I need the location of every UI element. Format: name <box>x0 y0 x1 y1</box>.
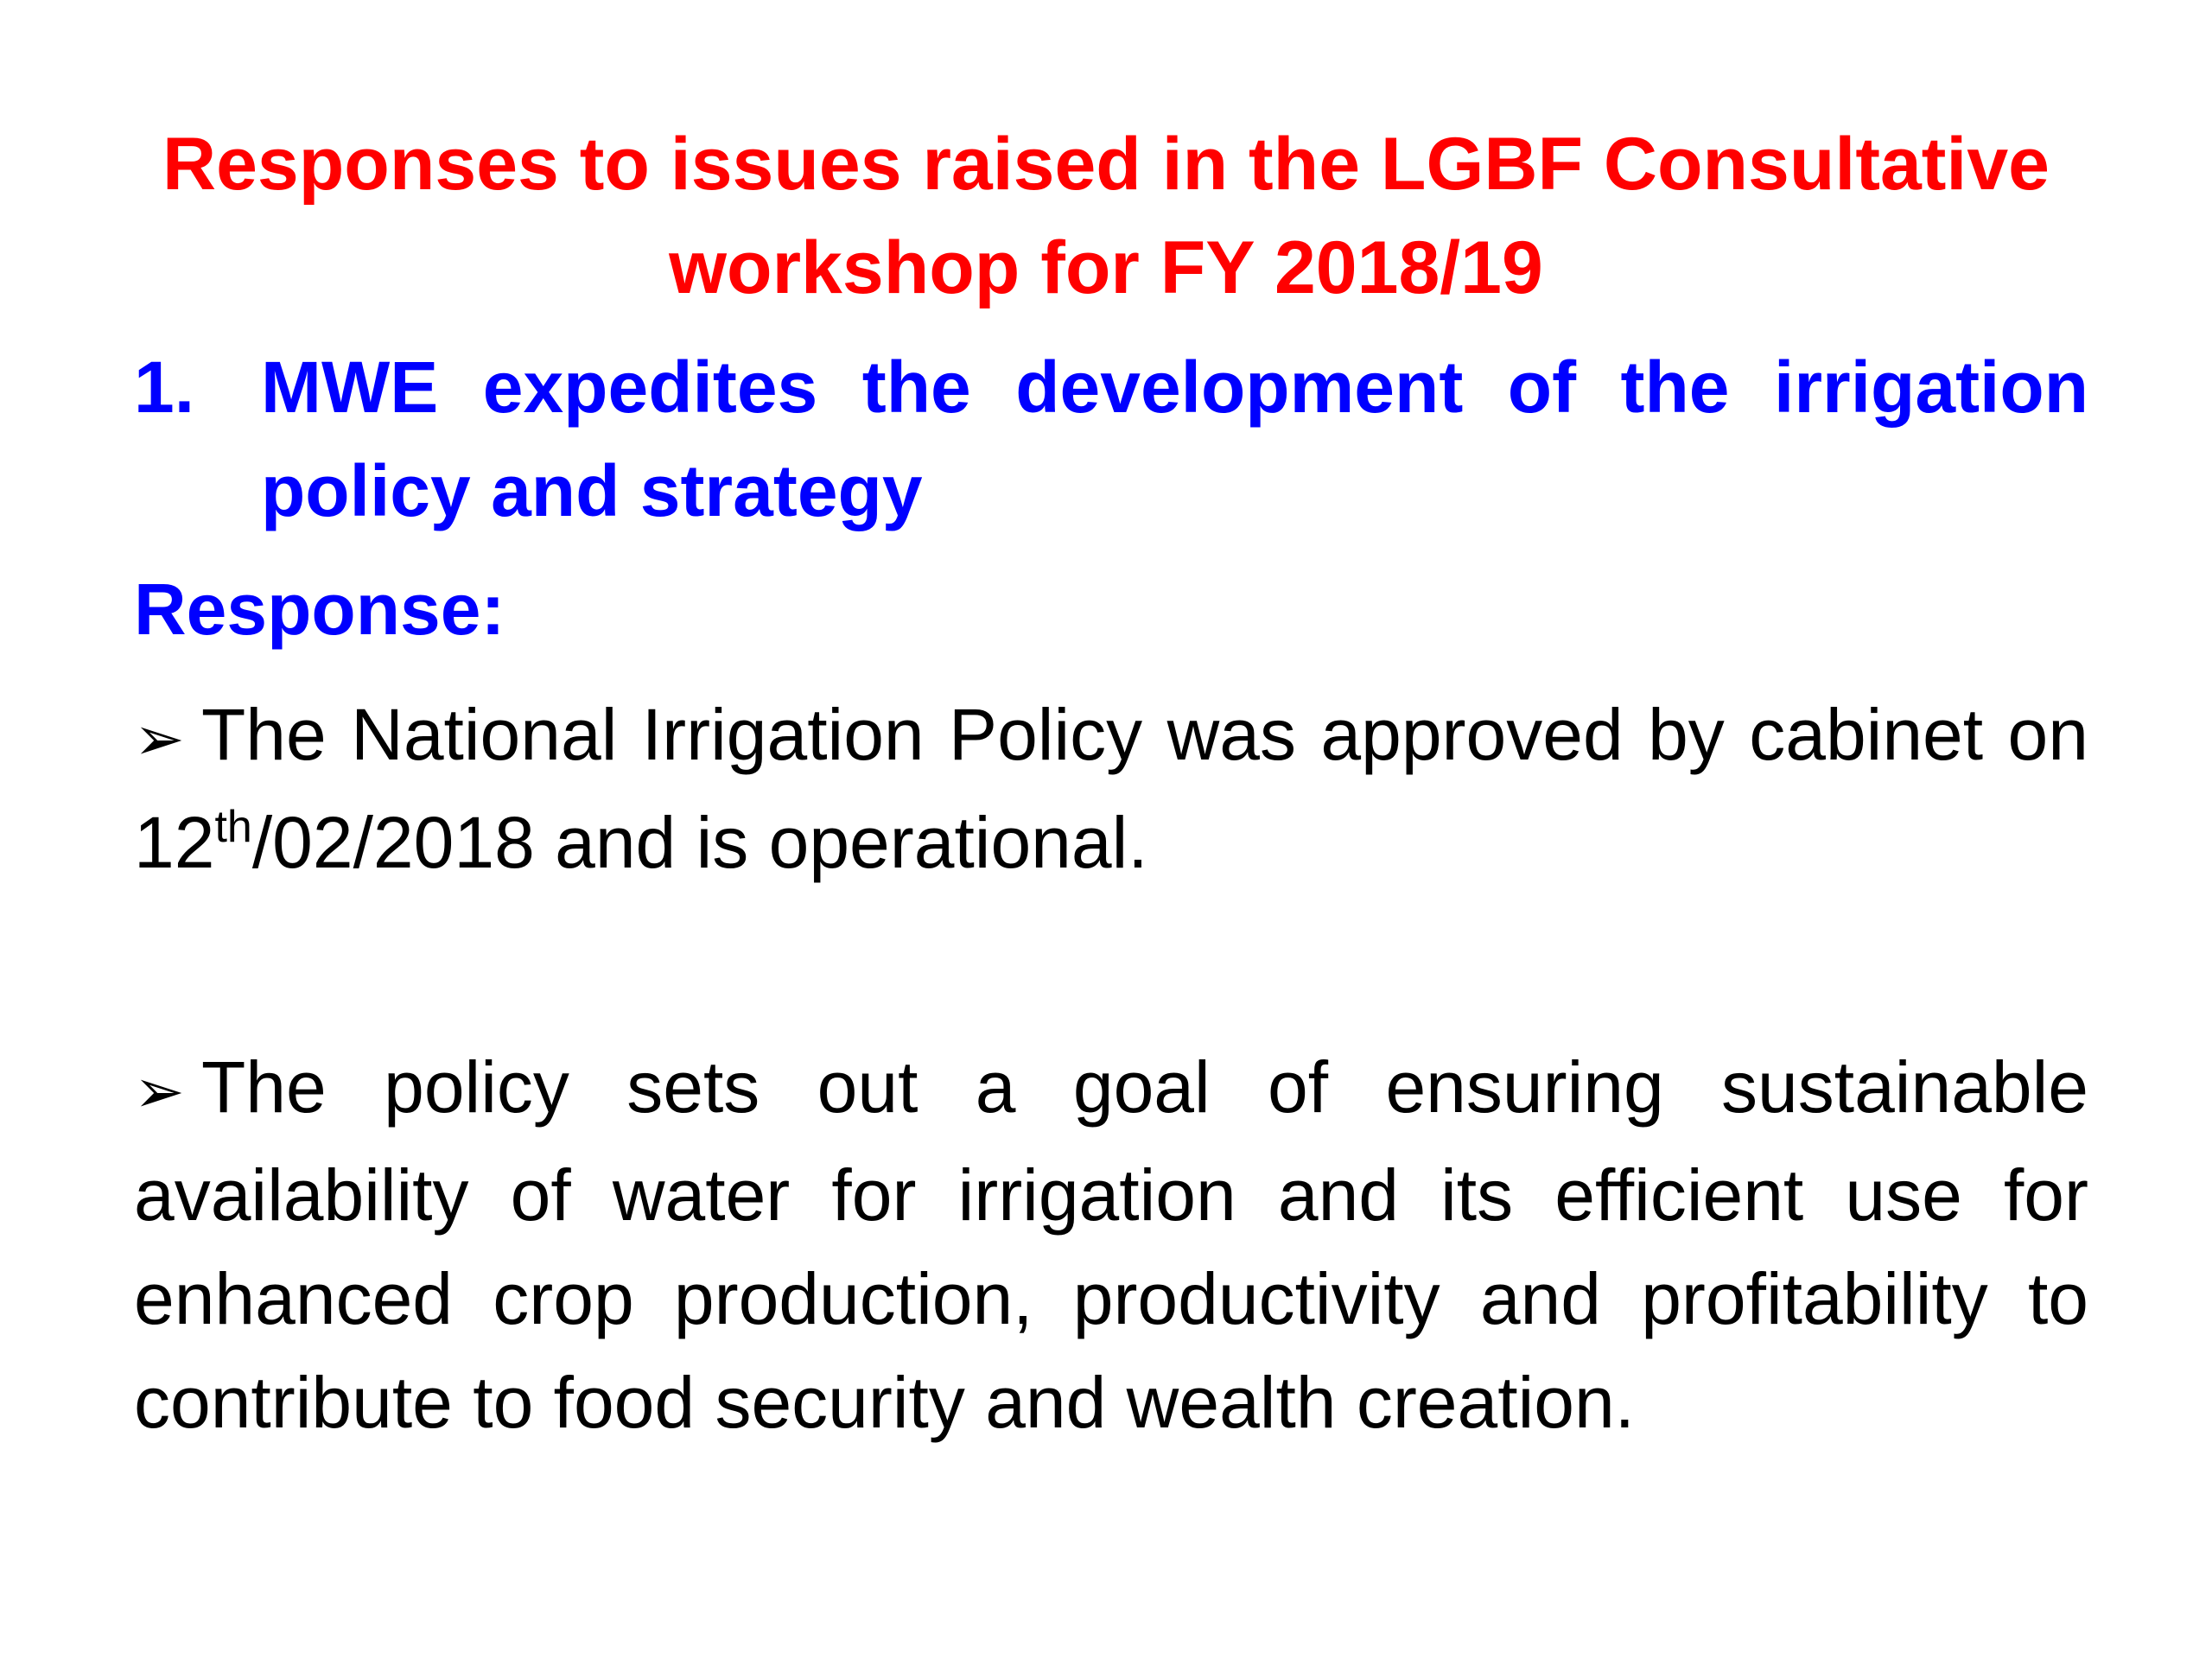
arrow-bullet-icon: ➢ <box>134 1056 185 1127</box>
ordinal-superscript: th <box>214 802 252 852</box>
bullet-text: The policy sets out a goal of ensuring sustainable availability of water for irrigation and its efficient use for enhanced crop production, productivity and profitability to contribute to food security and wealth creation. <box>134 1046 2088 1443</box>
issue-heading <box>134 335 2088 543</box>
issue-number: 1. <box>134 346 195 428</box>
bullet-paragraph-approval <box>134 683 2088 894</box>
issue-text: MWE expedites the development of the irrigation policy and strategy <box>261 346 2088 531</box>
slide-title: Responses to issues raised in the LGBF Consultative workshop for FY 2018/19 <box>162 123 2050 309</box>
response-label: Response: <box>134 569 505 650</box>
bullet-paragraph-goal <box>134 1035 2088 1454</box>
arrow-bullet-icon: ➢ <box>134 703 185 774</box>
bullet-text-part2: /02/2018 and is operational. <box>251 802 1148 883</box>
bullet-text-part1: The National Irrigation Policy was approved by cabinet on 12 <box>134 694 2088 883</box>
